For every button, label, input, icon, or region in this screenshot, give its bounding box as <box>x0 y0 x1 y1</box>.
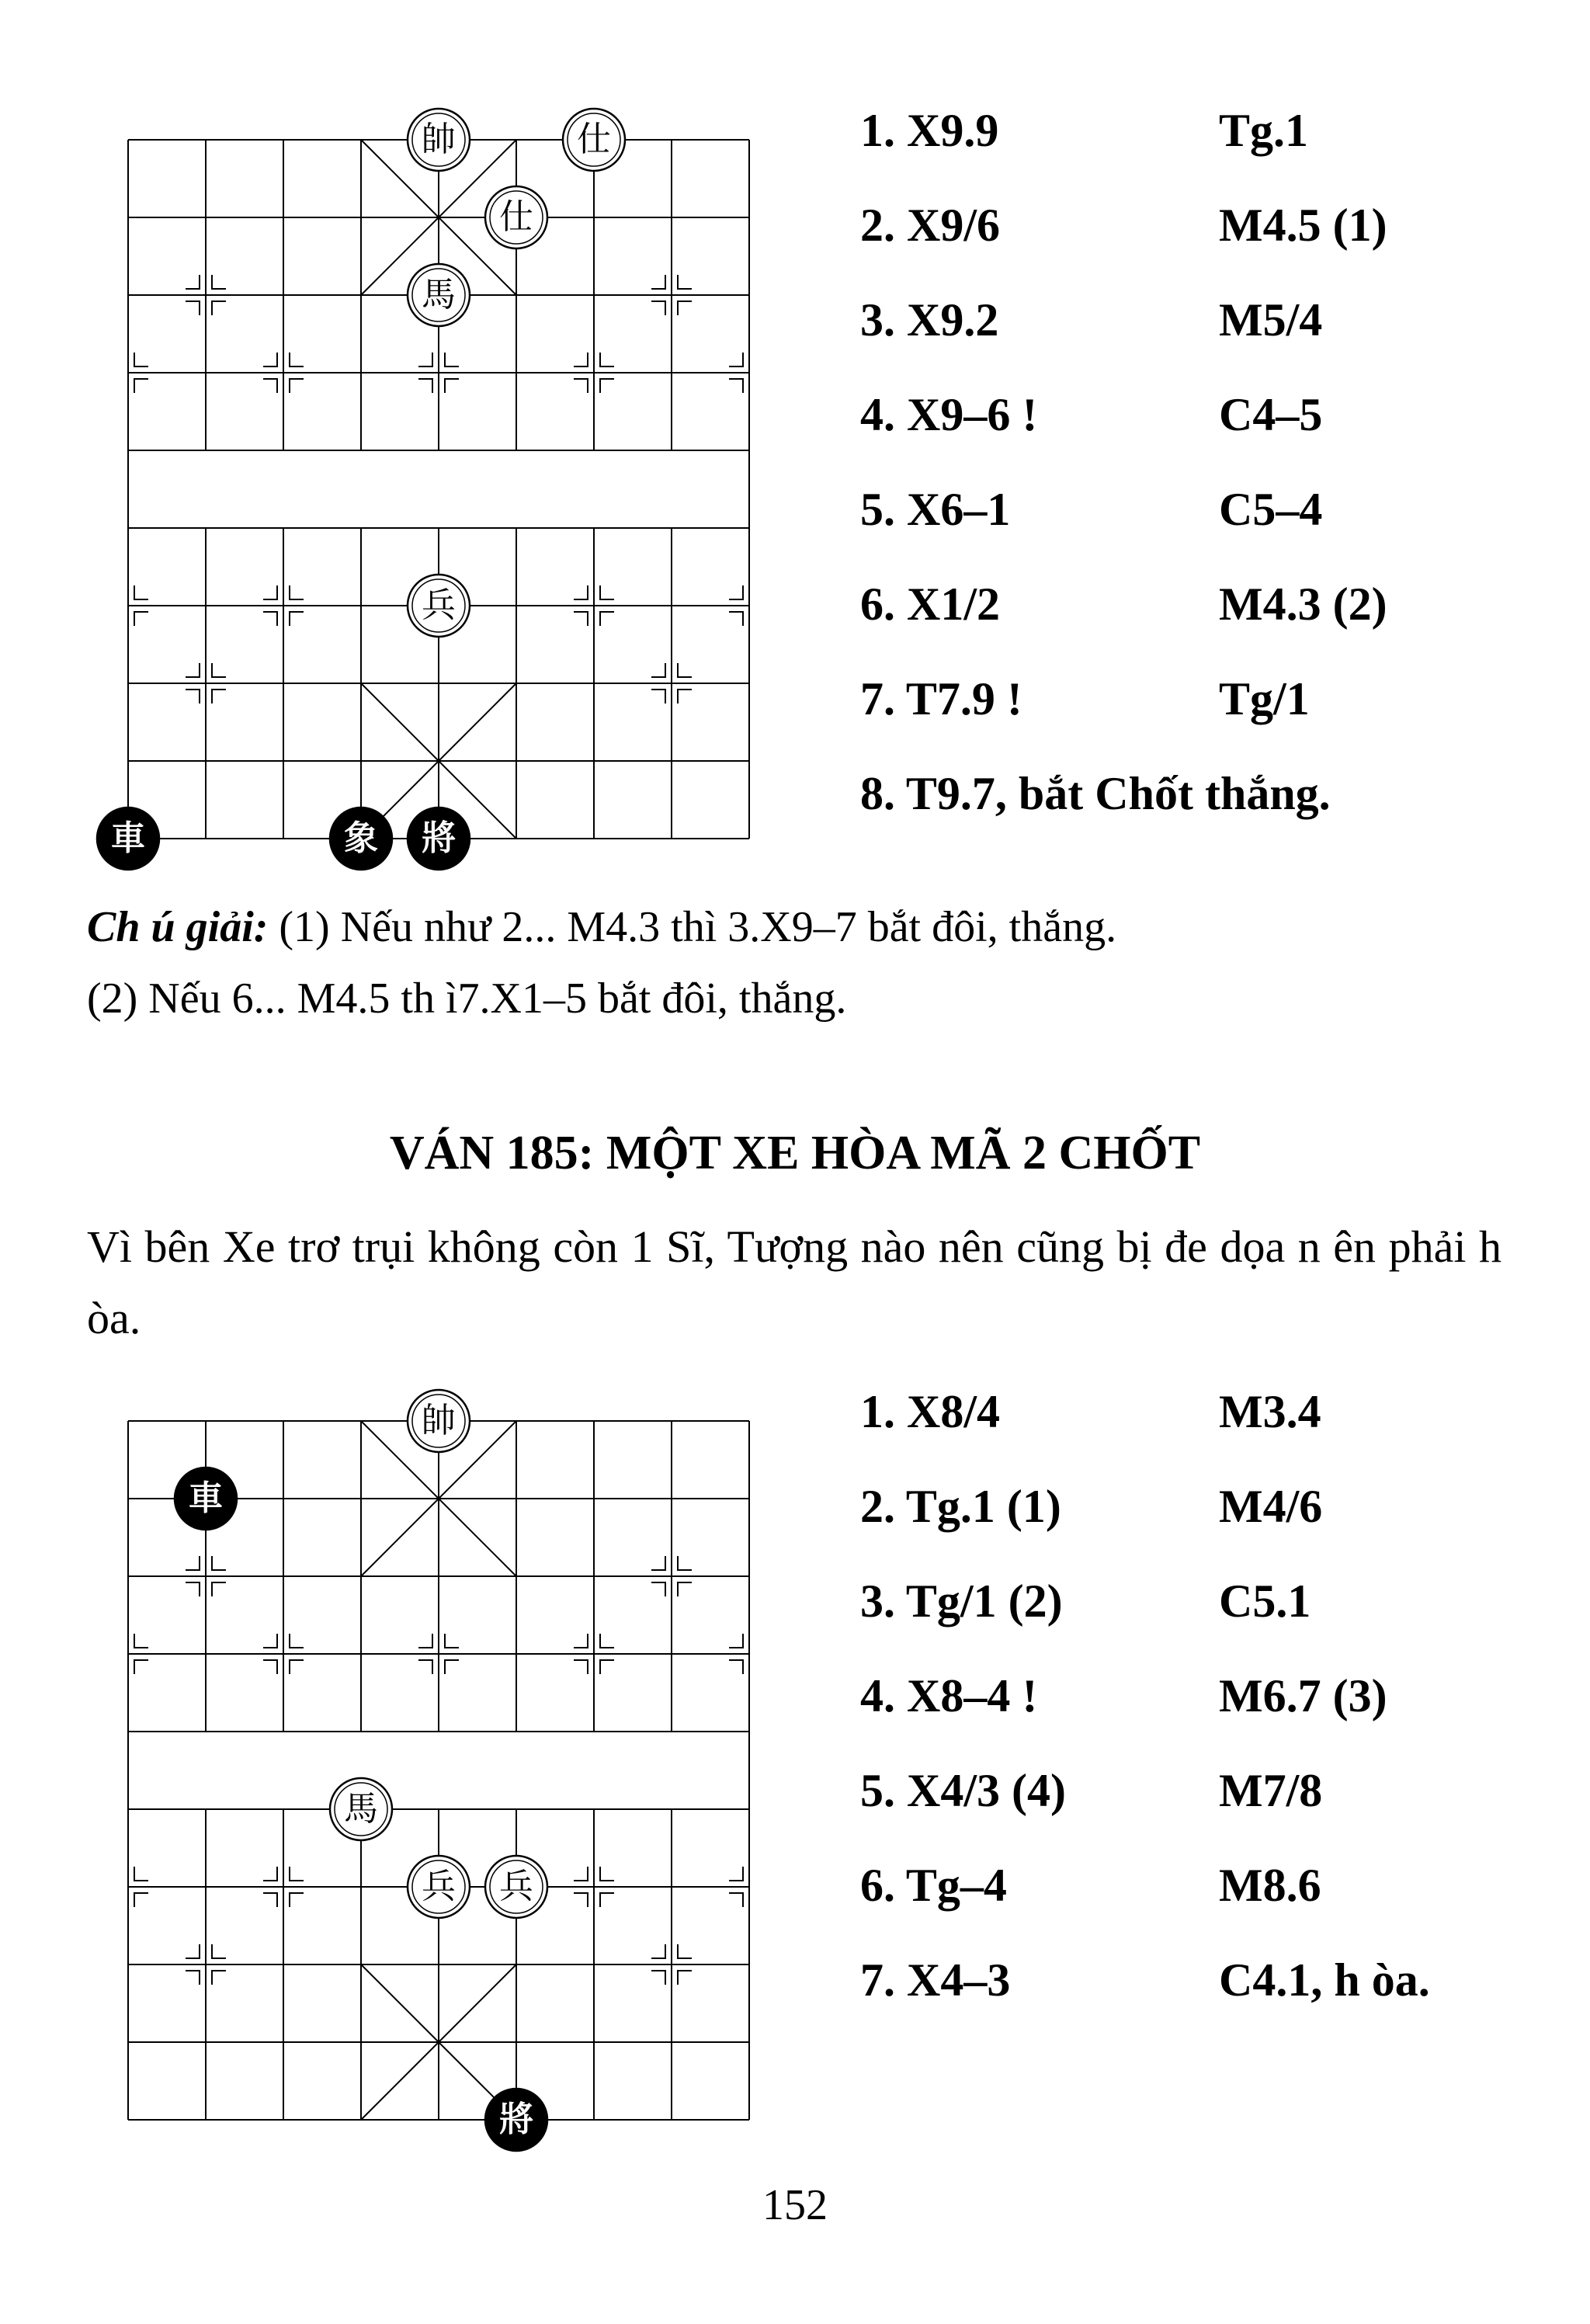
move-row <box>860 1475 1528 1570</box>
position-marker <box>212 275 226 289</box>
move-row <box>860 1949 1528 2044</box>
position-marker <box>290 1867 304 1881</box>
position-marker <box>134 1867 148 1881</box>
position-marker <box>186 1582 200 1596</box>
position-marker <box>263 1660 277 1674</box>
position-marker <box>418 379 432 393</box>
white-move: 5. X6–1 <box>860 484 1011 535</box>
black-piece <box>408 808 470 870</box>
red-piece <box>408 1856 470 1918</box>
position-marker <box>651 1944 665 1958</box>
position-marker <box>729 585 743 599</box>
piece-glyph: 象 <box>344 818 378 858</box>
position-marker <box>290 353 304 366</box>
red-piece <box>408 264 470 326</box>
position-marker <box>418 1660 432 1674</box>
position-marker <box>678 275 692 289</box>
white-move: 5. X4/3 (4) <box>860 1765 1066 1816</box>
move-row <box>860 1381 1528 1475</box>
section-title: VÁN 185: MỘT XE HÒA MÃ 2 CHỐT <box>389 1127 1201 1179</box>
position-marker <box>290 1893 304 1907</box>
annotation-text: (1) Nếu như 2... M4.3 thì 3.X9–7 bắt đôi, thắng. <box>268 903 1117 951</box>
annotation-line: (2) Nếu 6... M4.5 th ì7.X1–5 bắt đôi, thắng. <box>87 974 847 1023</box>
black-move: M5/4 <box>1219 294 1323 346</box>
move-list-1 <box>860 99 1528 857</box>
piece-glyph: 兵 <box>422 1867 456 1906</box>
position-marker <box>445 379 459 393</box>
position-marker <box>729 353 743 366</box>
position-marker <box>186 1971 200 1985</box>
move-row <box>860 763 1528 857</box>
position-marker <box>651 1971 665 1985</box>
position-marker <box>263 1867 277 1881</box>
position-marker <box>263 1893 277 1907</box>
position-marker <box>290 612 304 626</box>
position-marker <box>600 585 614 599</box>
position-marker <box>678 663 692 677</box>
white-move: 3. Tg/1 (2) <box>860 1575 1063 1627</box>
black-move: M4.3 (2) <box>1219 578 1387 630</box>
piece-glyph: 仕 <box>577 120 611 159</box>
position-marker <box>134 1893 148 1907</box>
position-marker <box>212 301 226 315</box>
piece-glyph: 仕 <box>499 197 533 237</box>
position-marker <box>186 301 200 315</box>
position-marker <box>729 379 743 393</box>
white-move: 4. X8–4 ! <box>860 1670 1038 1721</box>
black-move: C5.1 <box>1219 1575 1311 1627</box>
position-marker <box>574 585 588 599</box>
position-marker <box>418 353 432 366</box>
position-marker <box>678 301 692 315</box>
white-move: 6. Tg–4 <box>860 1860 1007 1911</box>
piece-glyph: 帥 <box>422 1401 456 1440</box>
white-move: 8. T9.7, bắt Chốt thắng. <box>860 768 1331 819</box>
black-move: C4.1, h òa. <box>1219 1954 1430 2006</box>
black-move: Tg/1 <box>1219 673 1310 724</box>
position-marker <box>600 379 614 393</box>
position-marker <box>574 353 588 366</box>
position-marker <box>134 612 148 626</box>
annotation-line <box>87 891 1531 963</box>
position-marker <box>212 1582 226 1596</box>
position-marker <box>651 275 665 289</box>
position-marker <box>134 585 148 599</box>
position-marker <box>729 1634 743 1648</box>
red-piece <box>485 186 547 248</box>
board-svg <box>78 1390 792 2166</box>
position-marker <box>678 690 692 703</box>
black-piece <box>175 1468 237 1530</box>
xiangqi-diagram-2 <box>78 1390 792 2166</box>
position-marker <box>418 1634 432 1648</box>
position-marker <box>186 275 200 289</box>
position-marker <box>263 612 277 626</box>
red-piece <box>408 1390 470 1452</box>
move-row <box>860 1665 1528 1760</box>
position-marker <box>134 1634 148 1648</box>
move-row <box>860 384 1528 478</box>
move-row <box>860 573 1528 668</box>
position-marker <box>600 1660 614 1674</box>
black-piece <box>485 2089 547 2151</box>
position-marker <box>574 1634 588 1648</box>
position-marker <box>574 1867 588 1881</box>
position-marker <box>600 1634 614 1648</box>
piece-glyph: 將 <box>422 818 456 858</box>
position-marker <box>212 690 226 703</box>
red-piece <box>408 575 470 637</box>
position-marker <box>678 1971 692 1985</box>
black-move: M8.6 <box>1219 1860 1321 1911</box>
white-move: 2. X9/6 <box>860 200 1000 251</box>
position-marker <box>574 1893 588 1907</box>
position-marker <box>212 1556 226 1570</box>
position-marker <box>186 663 200 677</box>
position-marker <box>678 1582 692 1596</box>
position-marker <box>212 663 226 677</box>
move-row <box>860 289 1528 384</box>
position-marker <box>729 612 743 626</box>
position-marker <box>290 1634 304 1648</box>
piece-glyph: 兵 <box>499 1867 533 1906</box>
white-move: 1. X8/4 <box>860 1386 1000 1437</box>
position-marker <box>600 1867 614 1881</box>
position-marker <box>574 1660 588 1674</box>
move-list-2 <box>860 1381 1528 2044</box>
move-row <box>860 99 1528 194</box>
position-marker <box>651 690 665 703</box>
piece-glyph: 車 <box>189 1478 223 1518</box>
annotations <box>87 891 1531 1034</box>
position-marker <box>212 1944 226 1958</box>
move-row <box>860 478 1528 573</box>
red-piece <box>485 1856 547 1918</box>
xiangqi-diagram-1 <box>78 109 792 885</box>
position-marker <box>651 1582 665 1596</box>
position-marker <box>134 379 148 393</box>
red-piece <box>330 1778 392 1840</box>
piece-glyph: 帥 <box>422 120 456 159</box>
black-piece <box>330 808 392 870</box>
position-marker <box>263 353 277 366</box>
piece-glyph: 將 <box>499 2100 533 2139</box>
black-move: M7/8 <box>1219 1765 1323 1816</box>
position-marker <box>290 379 304 393</box>
position-marker <box>651 663 665 677</box>
intro-paragraph: Vì bên Xe trơ trụi không còn 1 Sĩ, Tượng nào nên cũng bị đe dọa n ên phải h òa. <box>87 1221 1501 1343</box>
red-piece <box>408 109 470 171</box>
black-move: C5–4 <box>1219 484 1323 535</box>
piece-glyph: 車 <box>111 818 145 858</box>
red-piece <box>563 109 625 171</box>
position-marker <box>186 690 200 703</box>
move-row <box>860 1854 1528 1949</box>
piece-glyph: 馬 <box>422 275 456 314</box>
white-move: 4. X9–6 ! <box>860 389 1038 440</box>
position-marker <box>263 585 277 599</box>
position-marker <box>651 301 665 315</box>
black-move: M3.4 <box>1219 1386 1321 1437</box>
position-marker <box>600 353 614 366</box>
piece-glyph: 馬 <box>344 1789 378 1829</box>
position-marker <box>651 1556 665 1570</box>
position-marker <box>445 353 459 366</box>
position-marker <box>678 1944 692 1958</box>
move-row <box>860 194 1528 289</box>
position-marker <box>678 1556 692 1570</box>
move-row <box>860 1760 1528 1854</box>
white-move: 2. Tg.1 (1) <box>860 1481 1061 1532</box>
black-move: C4–5 <box>1219 389 1323 440</box>
position-marker <box>290 585 304 599</box>
position-marker <box>134 353 148 366</box>
position-marker <box>263 379 277 393</box>
position-marker <box>445 1660 459 1674</box>
move-row <box>860 1570 1528 1665</box>
white-move: 7. X4–3 <box>860 1954 1011 2006</box>
black-move: M4.5 (1) <box>1219 200 1387 251</box>
board-svg <box>78 109 792 885</box>
position-marker <box>574 612 588 626</box>
position-marker <box>212 1971 226 1985</box>
black-move: M6.7 (3) <box>1219 1670 1387 1721</box>
position-marker <box>729 1867 743 1881</box>
position-marker <box>445 1634 459 1648</box>
board-grid <box>128 140 749 839</box>
black-piece <box>97 808 159 870</box>
position-marker <box>574 379 588 393</box>
annotation-label: Ch ú giải: <box>87 903 269 951</box>
white-move: 7. T7.9 ! <box>860 673 1022 724</box>
white-move: 3. X9.2 <box>860 294 999 346</box>
piece-glyph: 兵 <box>422 585 456 625</box>
move-row <box>860 668 1528 763</box>
black-move: Tg.1 <box>1219 105 1309 156</box>
position-marker <box>134 1660 148 1674</box>
white-move: 1. X9.9 <box>860 105 999 156</box>
position-marker <box>729 1893 743 1907</box>
position-marker <box>290 1660 304 1674</box>
position-marker <box>186 1556 200 1570</box>
position-marker <box>263 1634 277 1648</box>
position-marker <box>600 612 614 626</box>
page-number: 152 <box>762 2181 828 2229</box>
position-marker <box>600 1893 614 1907</box>
position-marker <box>186 1944 200 1958</box>
white-move: 6. X1/2 <box>860 578 1000 630</box>
black-move: M4/6 <box>1219 1481 1323 1532</box>
position-marker <box>729 1660 743 1674</box>
